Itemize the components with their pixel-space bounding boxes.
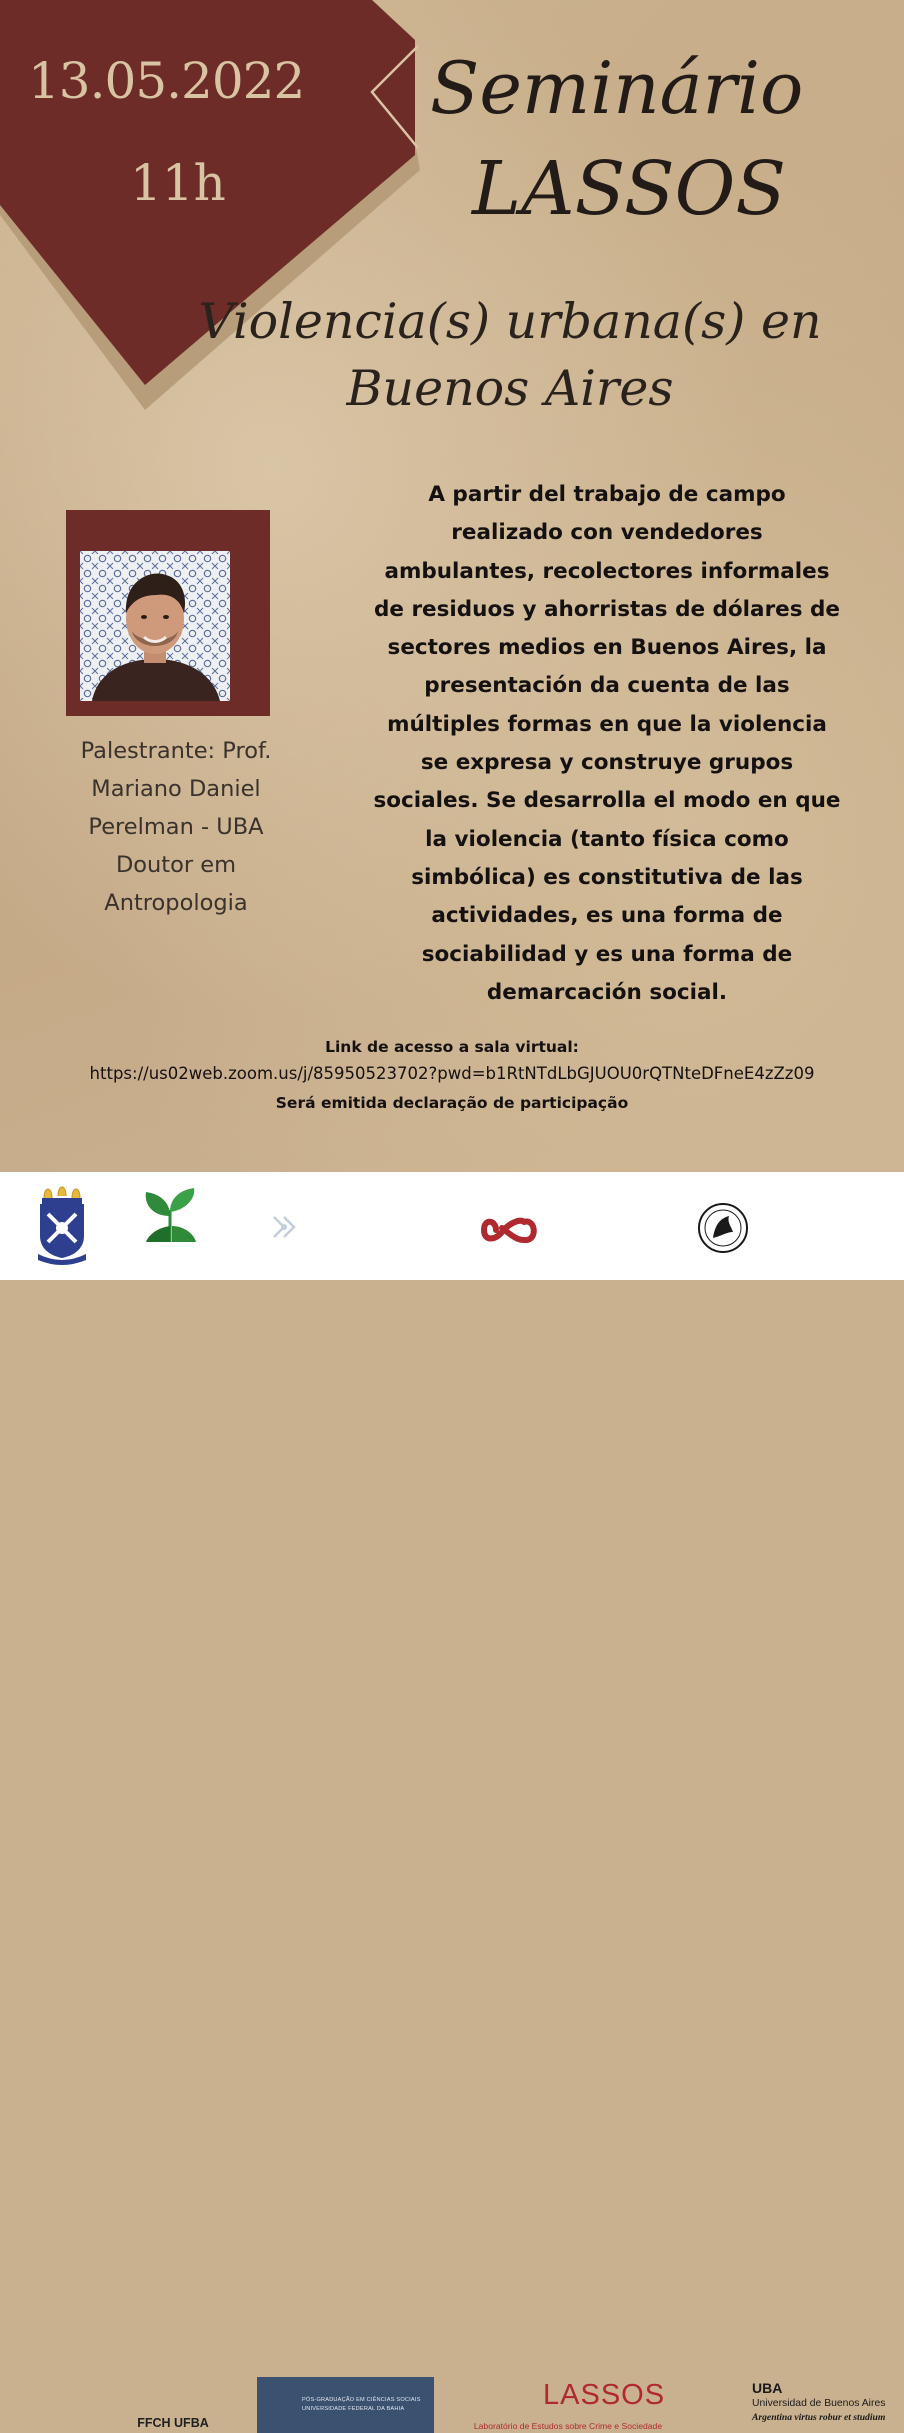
speaker-info [50,732,302,922]
speaker-line: Mariano Daniel [91,776,261,802]
uba-abbr: UBA [752,2380,783,2396]
zoom-link[interactable]: https://us02web.zoom.us/j/85950523702?pwd=b1RtNTdLbGJUOU0rQTNteDFneE4zZz09 [89,1064,815,1083]
abstract-text [344,476,870,1012]
lassos-infinity-icon [480,1214,542,1246]
event-date: 13.05.2022 [28,52,305,110]
uba-name: Universidad de Buenos Aires [752,2398,886,2409]
uba-motto: Argentina virtus robur et studium [752,2412,886,2423]
pg-line: PÓS-GRADUAÇÃO EM CIÊNCIAS SOCIAIS [302,2397,421,2403]
ffch-label: FFCH UFBA [137,2416,209,2430]
abstract-line: actividades, es una forma de [431,903,783,929]
speaker-line: Perelman - UBA [88,814,264,840]
link-label: Link de acesso a sala virtual: [325,1038,579,1056]
speaker-line: Doutor em [115,852,237,878]
abstract-line: simbólica) es constitutiva de las [411,864,803,890]
abstract-line: realizado con vendedores [451,520,763,546]
abstract-line: la violencia (tanto física como [425,826,789,852]
abstract-line: A partir del trabajo de campo [428,482,786,507]
speaker-line: Palestrante: Prof. [80,738,272,764]
pg-emblem-icon [270,1213,298,1241]
poster-background [0,0,904,1172]
pg-label [302,2396,432,2414]
subtitle-line: Buenos Aires [346,360,674,417]
logo-bar [0,1172,904,2431]
speaker-photo [80,551,230,701]
abstract-line: múltiples formas en que la violencia [387,711,827,737]
ffch-plant-icon [140,1186,200,1242]
lassos-name: LASSOS [543,2379,666,2411]
abstract-line: de residuos y ahorristas de dólares de [373,596,841,622]
event-subtitle [150,288,870,422]
speaker-line: Antropologia [104,890,248,916]
title-lassos: LASSOS [472,146,787,232]
abstract-line: sociales. Se desarrolla el modo en que [373,788,841,814]
abstract-line: demarcación social. [486,979,728,1005]
abstract-line: se expresa y construye grupos [420,750,794,776]
abstract-line: sociabilidad y es una forma de [421,941,793,967]
lassos-subtitle: Laboratório de Estudos sobre Crime e Sociedade [473,2421,663,2431]
subtitle-line: Violencia(s) urbana(s) en [198,293,822,350]
title-seminario: Seminário [430,46,804,130]
uba-seal-icon [697,1202,749,1254]
event-time: 11h [130,154,226,212]
pg-line: UNIVERSIDADE FEDERAL DA BAHIA [302,2406,405,2412]
abstract-line: ambulantes, recolectores informales [384,558,830,584]
ufba-crest-icon [34,1184,90,1268]
declaration-note: Será emitida declaração de participação [275,1094,629,1112]
abstract-line: presentación da cuenta de las [424,673,790,699]
abstract-line: sectores medios en Buenos Aires, la [387,635,827,661]
